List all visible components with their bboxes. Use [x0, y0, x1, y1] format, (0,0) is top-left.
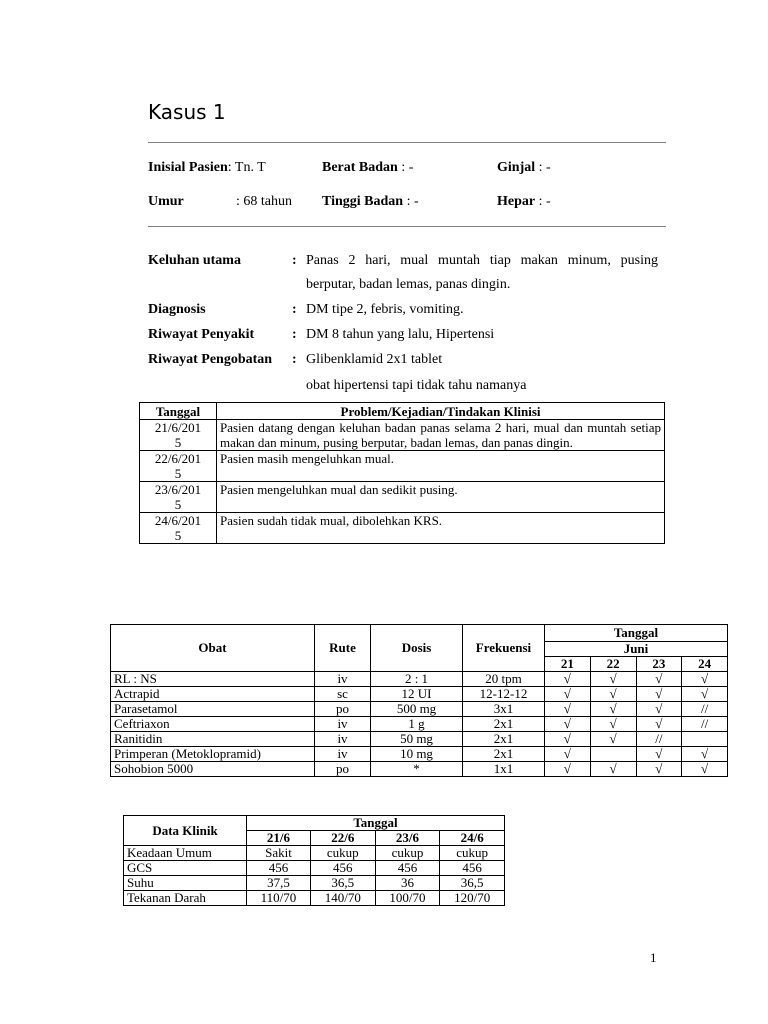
- clinic-header-row-1: [124, 816, 505, 831]
- drug-name: Ceftriaxon: [111, 717, 315, 732]
- table-row: [140, 482, 665, 513]
- drug-route: iv: [315, 717, 371, 732]
- header-day: 24: [682, 657, 728, 672]
- drug-route: iv: [315, 732, 371, 747]
- clinic-label: Suhu: [124, 876, 247, 891]
- drug-route: iv: [315, 672, 371, 687]
- date-cell: 21/6/201 5: [140, 420, 217, 451]
- drug-dose: 2 : 1: [371, 672, 463, 687]
- header-tanggal: Tanggal: [140, 403, 217, 420]
- clinic-table: [123, 815, 505, 906]
- check-mark: √: [636, 687, 682, 702]
- clinic-value: cukup: [375, 846, 440, 861]
- clinic-value: 456: [247, 861, 311, 876]
- drug-route: sc: [315, 687, 371, 702]
- drug-route: po: [315, 702, 371, 717]
- check-mark: √: [682, 687, 728, 702]
- drug-frequency: 1x1: [463, 762, 545, 777]
- umur-value: : 68 tahun: [236, 194, 292, 209]
- check-mark: √: [545, 762, 591, 777]
- case-title: Kasus 1: [148, 100, 226, 124]
- table-row: [111, 762, 728, 777]
- diagnosis-label: Diagnosis: [148, 302, 206, 317]
- clinic-label: Keadaan Umum: [124, 846, 247, 861]
- keluhan-line-1: Panas 2 hari, mual muntah tiap makan minum, pusing: [306, 253, 658, 268]
- check-mark: [682, 732, 728, 747]
- table-row: [124, 846, 505, 861]
- check-mark: √: [590, 672, 636, 687]
- header-tanggal: Tanggal: [545, 625, 728, 642]
- tinggi-badan: Tinggi Badan : -: [322, 194, 419, 209]
- check-mark: √: [590, 702, 636, 717]
- check-mark: //: [682, 717, 728, 732]
- check-mark: √: [590, 687, 636, 702]
- drug-dose: *: [371, 762, 463, 777]
- check-mark: √: [682, 747, 728, 762]
- drug-name: Sohobion 5000: [111, 762, 315, 777]
- umur-label: Umur: [148, 194, 184, 209]
- drug-table: [110, 624, 728, 777]
- clinic-value: 36: [375, 876, 440, 891]
- check-mark: √: [545, 702, 591, 717]
- drug-frequency: 3x1: [463, 702, 545, 717]
- table-row: [111, 747, 728, 762]
- check-mark: //: [636, 732, 682, 747]
- check-mark: √: [682, 762, 728, 777]
- drug-name: Ranitidin: [111, 732, 315, 747]
- drug-frequency: 2x1: [463, 732, 545, 747]
- header-date: 22/6: [310, 831, 375, 846]
- table-row: [124, 861, 505, 876]
- problem-cell: Pasien datang dengan keluhan badan panas selama 2 hari, mual dan muntah setiap makan dan minum, pusing berputar, badan lemas, dan panas dingin.: [217, 420, 665, 451]
- riwayat-pengobatan-label: Riwayat Pengobatan: [148, 352, 273, 367]
- clinic-value: 36,5: [310, 876, 375, 891]
- table-row: [111, 732, 728, 747]
- clinic-label: Tekanan Darah: [124, 891, 247, 906]
- divider-bottom: [148, 226, 666, 227]
- clinic-value: cukup: [310, 846, 375, 861]
- clinic-value: 120/70: [440, 891, 505, 906]
- problem-table-header: [140, 403, 665, 420]
- drug-name: Primperan (Metoklopramid): [111, 747, 315, 762]
- header-data-klinik: Data Klinik: [124, 816, 247, 846]
- clinic-value: 456: [375, 861, 440, 876]
- header-obat: Obat: [111, 625, 315, 672]
- clinic-value: 110/70: [247, 891, 311, 906]
- problem-table: [139, 402, 665, 544]
- header-dosis: Dosis: [371, 625, 463, 672]
- check-mark: √: [682, 672, 728, 687]
- table-row: [111, 717, 728, 732]
- check-mark: √: [590, 717, 636, 732]
- check-mark: √: [636, 747, 682, 762]
- clinic-value: 456: [440, 861, 505, 876]
- problem-cell: Pasien sudah tidak mual, dibolehkan KRS.: [217, 513, 665, 544]
- clinic-value: 456: [310, 861, 375, 876]
- table-row: [140, 513, 665, 544]
- table-row: [124, 876, 505, 891]
- clinic-value: cukup: [440, 846, 505, 861]
- header-date: 23/6: [375, 831, 440, 846]
- check-mark: √: [545, 732, 591, 747]
- drug-frequency: 2x1: [463, 717, 545, 732]
- check-mark: √: [590, 732, 636, 747]
- diagnosis-colon: :: [292, 302, 297, 317]
- drug-name: Actrapid: [111, 687, 315, 702]
- drug-dose: 10 mg: [371, 747, 463, 762]
- drug-route: iv: [315, 747, 371, 762]
- clinic-value: 37,5: [247, 876, 311, 891]
- table-row: [111, 672, 728, 687]
- header-day: 23: [636, 657, 682, 672]
- hepar: Hepar : -: [497, 194, 551, 209]
- check-mark: √: [590, 762, 636, 777]
- check-mark: [590, 747, 636, 762]
- check-mark: //: [682, 702, 728, 717]
- keluhan-colon: :: [292, 253, 297, 268]
- check-mark: √: [545, 672, 591, 687]
- check-mark: √: [545, 717, 591, 732]
- header-day: 22: [590, 657, 636, 672]
- header-frekuensi: Frekuensi: [463, 625, 545, 672]
- date-cell: 22/6/201 5: [140, 451, 217, 482]
- date-cell: 24/6/201 5: [140, 513, 217, 544]
- ginjal: Ginjal : -: [497, 160, 551, 175]
- keluhan-line-2: berputar, badan lemas, panas dingin.: [306, 277, 511, 292]
- drug-frequency: 20 tpm: [463, 672, 545, 687]
- riwayat-pengobatan-line-2: obat hipertensi tapi tidak tahu namanya: [306, 378, 527, 393]
- clinic-value: 100/70: [375, 891, 440, 906]
- inisial-pasien: Inisial Pasien: Tn. T: [148, 160, 266, 175]
- divider-top: [148, 142, 666, 143]
- header-rute: Rute: [315, 625, 371, 672]
- riwayat-penyakit-value: DM 8 tahun yang lalu, Hipertensi: [306, 327, 495, 342]
- date-cell: 23/6/201 5: [140, 482, 217, 513]
- clinic-value: 36,5: [440, 876, 505, 891]
- table-row: [111, 687, 728, 702]
- header-day: 21: [545, 657, 591, 672]
- table-row: [140, 451, 665, 482]
- table-row: [111, 702, 728, 717]
- table-row: [124, 891, 505, 906]
- problem-cell: Pasien masih mengeluhkan mual.: [217, 451, 665, 482]
- riwayat-penyakit-colon: :: [292, 327, 297, 342]
- header-tanggal: Tanggal: [247, 816, 505, 831]
- page-number: 1: [650, 950, 657, 965]
- drug-dose: 500 mg: [371, 702, 463, 717]
- clinic-value: 140/70: [310, 891, 375, 906]
- drug-dose: 1 g: [371, 717, 463, 732]
- keluhan-label: Keluhan utama: [148, 253, 241, 268]
- clinic-value: Sakit: [247, 846, 311, 861]
- clinic-label: GCS: [124, 861, 247, 876]
- drug-name: Parasetamol: [111, 702, 315, 717]
- drug-header-row-1: [111, 625, 728, 642]
- diagnosis-value: DM tipe 2, febris, vomiting.: [306, 302, 464, 317]
- check-mark: √: [545, 687, 591, 702]
- riwayat-pengobatan-colon: :: [292, 352, 297, 367]
- drug-route: po: [315, 762, 371, 777]
- drug-name: RL : NS: [111, 672, 315, 687]
- check-mark: √: [636, 762, 682, 777]
- drug-frequency: 12-12-12: [463, 687, 545, 702]
- check-mark: √: [545, 747, 591, 762]
- header-problem: Problem/Kejadian/Tindakan Klinisi: [217, 403, 665, 420]
- riwayat-penyakit-label: Riwayat Penyakit: [148, 327, 255, 342]
- riwayat-pengobatan-line-1: Glibenklamid 2x1 tablet: [306, 352, 443, 367]
- problem-cell: Pasien mengeluhkan mual dan sedikit pusing.: [217, 482, 665, 513]
- drug-frequency: 2x1: [463, 747, 545, 762]
- table-row: [140, 420, 665, 451]
- check-mark: √: [636, 702, 682, 717]
- berat-badan: Berat Badan : -: [322, 160, 414, 175]
- header-date: 21/6: [247, 831, 311, 846]
- header-bulan: Juni: [545, 642, 728, 657]
- drug-dose: 50 mg: [371, 732, 463, 747]
- check-mark: √: [636, 717, 682, 732]
- check-mark: √: [636, 672, 682, 687]
- header-date: 24/6: [440, 831, 505, 846]
- drug-dose: 12 UI: [371, 687, 463, 702]
